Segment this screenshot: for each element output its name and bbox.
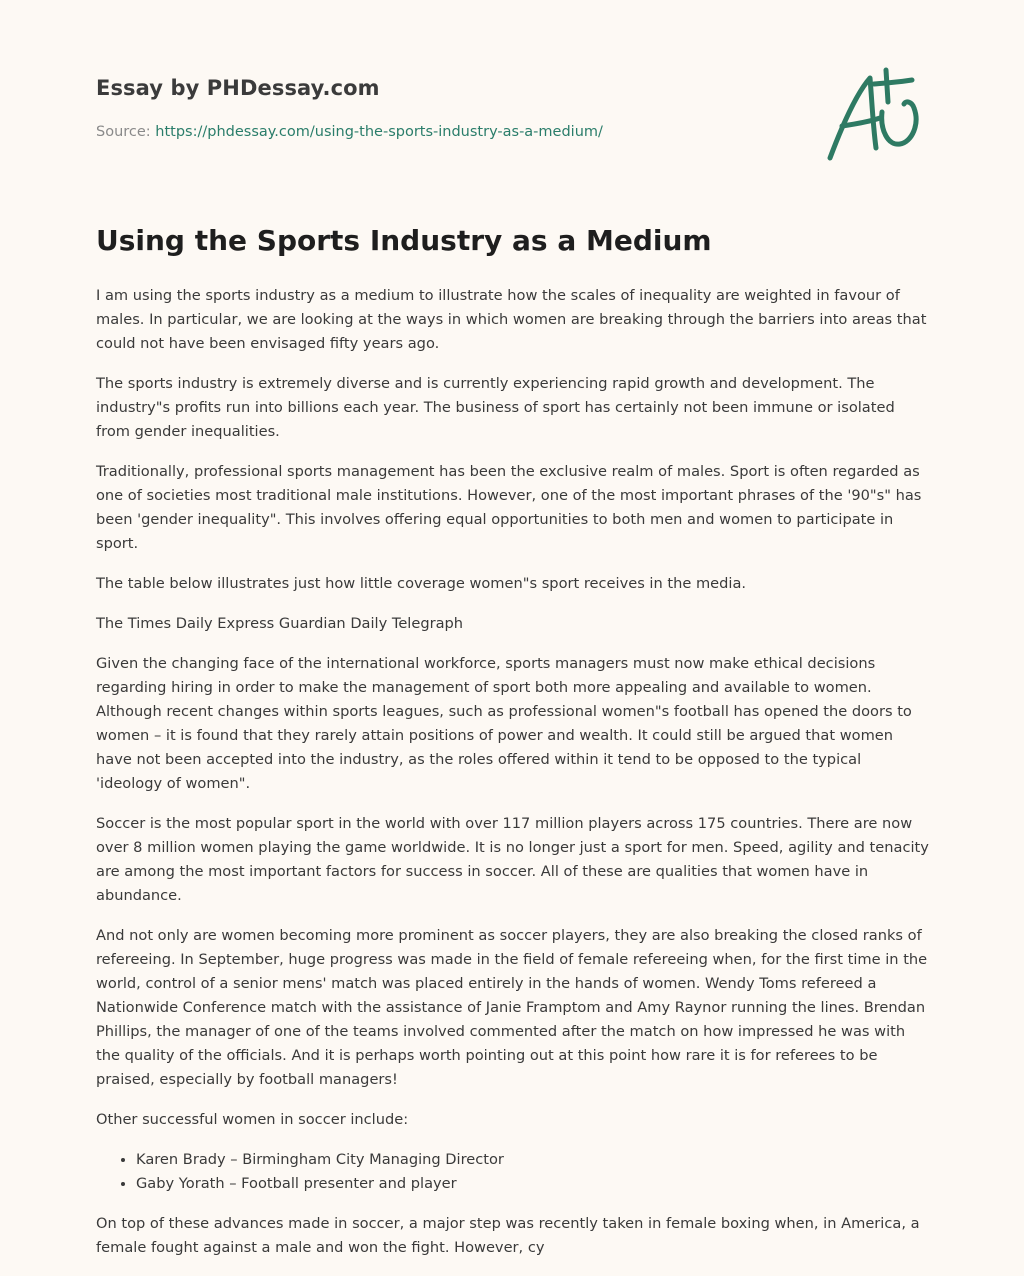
paragraph: The table below illustrates just how little coverage women"s sport receives in the media. xyxy=(96,575,747,592)
source-link[interactable]: https://phdessay.com/using-the-sports-industry-as-a-medium/ xyxy=(155,124,603,140)
essay-body xyxy=(96,284,930,1276)
essay-title: Using the Sports Industry as a Medium xyxy=(96,224,712,257)
paragraph: I am using the sports industry as a medium to illustrate how the scales of inequality are weighted in favour of males. In particular, we are looking at the ways in which women are breaking through the barriers into areas that could not have been envisaged fifty years ago. xyxy=(96,287,927,352)
paragraph: And not only are women becoming more prominent as soccer players, they are also breaking the closed ranks of refereeing. In September, huge progress was made in the field of female refereeing when, for the first time in the world, control of a senior mens' match was placed entirely in the hands of women. Wendy Toms refereed a Nationwide Conference match with the assistance of Janie Framptom and Amy Raynor running the lines. Brendan Phillips, the manager of one of the teams involved commented after the match on how impressed he was with the quality of the officials. And it is perhaps worth pointing out at this point how rare it is for referees to be praised, especially by football managers! xyxy=(96,927,928,1088)
paragraph: Traditionally, professional sports management has been the exclusive realm of males. Sport is often regarded as one of societies most traditional male institutions. However, one of the most important phrases of the '90"s" has been 'gender inequality". This involves offering equal opportunities to both men and women to participate in sport. xyxy=(96,463,922,552)
list-item: • Karen Brady – Birmingham City Managing Director xyxy=(136,1148,930,1172)
paragraph: On top of these advances made in soccer, a major step was recently taken in female boxing when, in America, a female fought against a male and won the fight. However, cy xyxy=(96,1215,920,1256)
paragraph: The sports industry is extremely diverse and is currently experiencing rapid growth and development. The industry"s profits run into billions each year. The business of sport has certainly not been immune or isolated from gender inequalities. xyxy=(96,375,895,440)
paragraph: The Times Daily Express Guardian Daily Telegraph xyxy=(96,615,464,632)
women-in-soccer-list xyxy=(96,1148,930,1196)
a-plus-logo-icon xyxy=(826,66,930,166)
paragraph: Other successful women in soccer include: xyxy=(96,1111,409,1128)
paragraph: Given the changing face of the international workforce, sports managers must now make ethical decisions regarding hiring in order to make the management of sport both more appealing and available to women. Although recent changes within sports leagues, such as professional women"s football has opened the doors to women – it is found that they rarely attain positions of power and wealth. It could still be argued that women have not been accepted into the industry, as the roles offered within it tend to be opposed to the typical 'ideology of women". xyxy=(96,655,912,792)
source-label: Source: xyxy=(96,124,151,140)
source-line xyxy=(96,124,603,140)
site-brand: Essay by PHDessay.com xyxy=(96,76,380,100)
paragraph: Soccer is the most popular sport in the world with over 117 million players across 175 countries. There are now over 8 million women playing the game worldwide. It is no longer just a sport for men. Speed, agility and tenacity are among the most important factors for success in soccer. All of these are qualities that women have in abundance. xyxy=(96,815,929,904)
list-item: • Gaby Yorath – Football presenter and player xyxy=(136,1172,930,1196)
